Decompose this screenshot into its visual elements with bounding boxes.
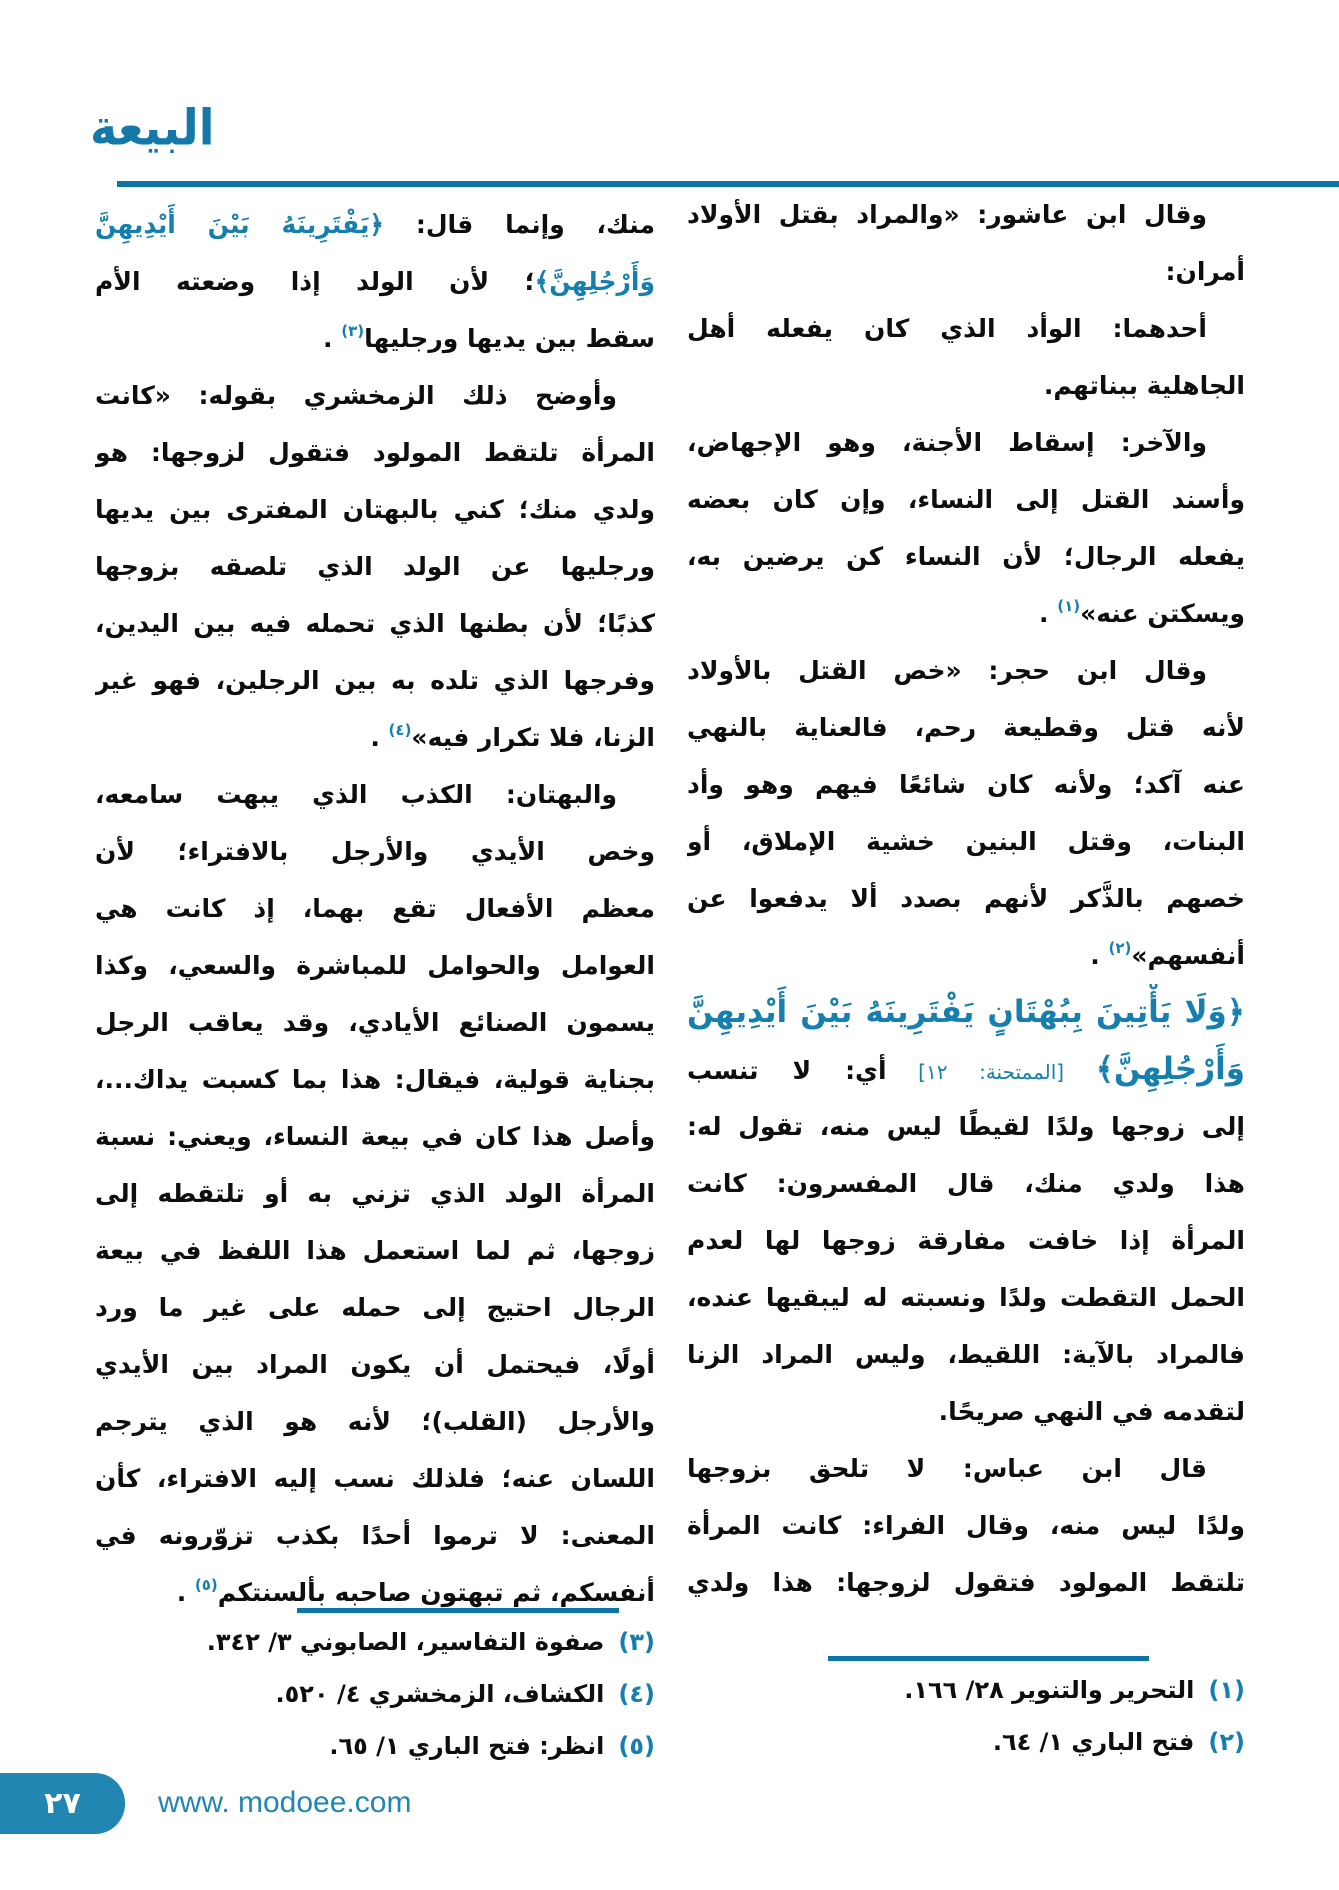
body-text: وأصل هذا كان في بيعة النساء، ويعني: نسبة: [95, 1122, 655, 1151]
body-text: وأسند القتل إلى النساء، وإن كان بعضه: [687, 485, 1245, 514]
body-text: الحمل التقطت ولدًا ونسبته له ليبقيها عنده،: [687, 1283, 1245, 1312]
quran-text: ﴿يَفْتَرِينَهُ بَيْنَ أَيْدِيهِنَّ: [95, 210, 385, 239]
text-line: [95, 994, 655, 1051]
body-text: هذا ولدي منك، قال المفسرون: كانت: [687, 1169, 1245, 1198]
body-text: .: [323, 324, 342, 353]
page-number: ٢٧: [44, 1786, 81, 1821]
body-text: بجناية قولية، فيقال: هذا بما كسبت يداك...،: [95, 1065, 655, 1094]
footnote-ref: (٣): [341, 322, 365, 340]
footnote-text: انظر: فتح الباري ١/ ٦٥.: [329, 1732, 605, 1760]
footnote: [687, 1664, 1245, 1716]
body-text: المرأة الولد الذي تزني به أو تلتقطه إلى: [95, 1179, 655, 1208]
text-line: [95, 367, 655, 424]
text-line: [95, 766, 655, 823]
body-text: زوجها، ثم لما استعمل هذا اللفظ في بيعة: [95, 1236, 655, 1265]
body-text: ورجليها عن الولد الذي تلصقه بزوجها: [95, 552, 655, 581]
footnote-number: (٢): [1208, 1728, 1245, 1756]
body-text: وأوضح ذلك الزمخشري بقوله: «كانت: [95, 381, 617, 410]
text-line: [687, 813, 1245, 870]
body-text: يفعله الرجال؛ لأن النساء كن يرضين به،: [687, 542, 1245, 571]
text-line: [687, 414, 1245, 471]
body-text: كذبًا؛ لأن بطنها الذي تحمله فيه بين اليدين،: [95, 609, 655, 638]
text-line: [687, 1155, 1245, 1212]
aya-reference: [الممتحنة: ١٢]: [886, 1060, 1096, 1084]
text-line: [687, 1554, 1245, 1611]
text-line: [95, 538, 655, 595]
footnote-number: (٣): [618, 1628, 655, 1656]
text-column-left: [95, 196, 655, 1621]
text-line: [687, 927, 1245, 984]
text-line: [95, 595, 655, 652]
text-line: [687, 1326, 1245, 1383]
text-line: [687, 1098, 1245, 1155]
text-line: [687, 585, 1245, 642]
footnote-text: صفوة التفاسير، الصابوني ٣/ ٣٤٢.: [206, 1628, 605, 1656]
footnote-ref: (١): [1057, 597, 1081, 615]
body-text: .: [370, 723, 389, 752]
footnote-text: الكشاف، الزمخشري ٤/ ٥٢٠.: [275, 1680, 605, 1708]
footnote-number: (٥): [618, 1732, 655, 1760]
text-line: [687, 1041, 1245, 1098]
body-text: والأرجل (القلب)؛ لأنه هو الذي يترجم: [95, 1407, 655, 1436]
text-line: [95, 1165, 655, 1222]
body-text: أمران:: [1165, 257, 1245, 286]
text-line: [687, 1497, 1245, 1554]
text-line: [95, 1336, 655, 1393]
text-line: [687, 984, 1245, 1041]
text-line: [687, 471, 1245, 528]
text-line: [687, 1212, 1245, 1269]
body-text: المعنى: لا ترموا أحدًا بكذب تزوّرونه في: [95, 1521, 655, 1550]
body-text: أي:: [845, 1056, 887, 1085]
text-line: [95, 1108, 655, 1165]
body-text: لا تنسب: [687, 1056, 846, 1085]
text-line: [95, 823, 655, 880]
footnote: [95, 1668, 655, 1720]
text-line: [687, 870, 1245, 927]
text-line: [95, 253, 655, 310]
body-text: اللسان عنه؛ فلذلك نسب إليه الافتراء، كأن: [95, 1464, 655, 1493]
chapter-title: البيعة: [90, 97, 215, 157]
body-text: العوامل والحوامل للمباشرة والسعي، وكذا: [95, 951, 655, 980]
text-line: [95, 1279, 655, 1336]
body-text: وقال ابن حجر: «خص القتل بالأولاد: [687, 656, 1207, 685]
footnotes-right: [687, 1664, 1245, 1768]
text-line: [95, 1450, 655, 1507]
body-text: الوأد الذي كان يفعله أهل: [687, 314, 1113, 343]
text-line: [95, 880, 655, 937]
text-line: [95, 310, 655, 367]
body-text: .: [1039, 599, 1058, 628]
page-number-tab: [0, 1773, 125, 1834]
text-line: [687, 186, 1245, 243]
text-line: [687, 756, 1245, 813]
quran-text: وَأَرْجُلِهِنَّ﴾: [1095, 1051, 1245, 1087]
body-text: .: [1090, 941, 1109, 970]
website-url: www. modoee.com: [158, 1786, 412, 1819]
footnote-text: فتح الباري ١/ ٦٤.: [992, 1728, 1195, 1756]
body-text: المرأة إذا خافت مفارقة زوجها لها لعدم: [687, 1226, 1245, 1255]
body-text: وقال ابن عاشور: «والمراد بقتل الأولاد: [687, 200, 1207, 229]
body-text: أنفسكم، ثم تبهتون صاحبه بألسنتكم: [217, 1578, 655, 1607]
footnote-number: (١): [1208, 1676, 1245, 1704]
body-text: أولًا، فيحتمل أن يكون المراد بين الأيدي: [95, 1350, 655, 1379]
quran-text: وَأَرْجُلِهِنَّ﴾: [534, 267, 655, 296]
body-text: عنه آكد؛ ولأنه كان شائعًا فيهم وهو وأد: [687, 770, 1245, 799]
body-text: أحدهما:: [1112, 314, 1207, 343]
footnote: [95, 1616, 655, 1668]
footnote-ref: (٢): [1108, 939, 1132, 957]
body-text: خصهم بالذَّكر لأنهم بصدد ألا يدفعوا عن: [687, 884, 1245, 913]
text-line: [95, 481, 655, 538]
body-text: تلتقط المولود فتقول لزوجها: هذا ولدي: [687, 1568, 1245, 1597]
body-text: سقط بين يديها ورجليها: [364, 324, 655, 353]
body-text: وفرجها الذي تلده به بين الرجلين، فهو غير: [95, 666, 655, 695]
body-text: الرجال احتيج إلى حمله على غير ما ورد: [95, 1293, 655, 1322]
body-text: ولدي منك؛ كني بالبهتان المفترى بين يديها: [95, 495, 655, 524]
body-text: إسقاط الأجنة، وهو الإجهاض،: [687, 428, 1121, 457]
text-line: [687, 357, 1245, 414]
body-text: البنات، وقتل البنين خشية الإملاق، أو: [687, 827, 1245, 856]
body-text: ؛ لأن الولد إذا وضعته الأم: [95, 267, 535, 296]
text-line: [95, 709, 655, 766]
text-line: [687, 300, 1245, 357]
text-line: [95, 1393, 655, 1450]
footnote: [95, 1720, 655, 1772]
body-text: أنفسهم»: [1131, 941, 1245, 970]
body-text: ولدًا ليس منه، وقال الفراء: كانت المرأة: [687, 1511, 1245, 1540]
body-text: الزنا، فلا تكرار فيه»: [411, 723, 655, 752]
body-text: لأنه قتل وقطيعة رحم، فالعناية بالنهي: [687, 713, 1245, 742]
text-line: [687, 1269, 1245, 1326]
footnote-text: التحرير والتنوير ٢٨/ ١٦٦.: [904, 1676, 1195, 1704]
text-line: [95, 652, 655, 709]
body-text: والبهتان: الكذب الذي يبهت سامعه،: [95, 780, 617, 809]
footnote-number: (٤): [618, 1680, 655, 1708]
text-line: [95, 1051, 655, 1108]
body-text: إلى زوجها ولدًا لقيطًا ليس منه، تقول له:: [687, 1112, 1245, 1141]
text-line: [687, 642, 1245, 699]
text-line: [95, 424, 655, 481]
text-line: [95, 937, 655, 994]
body-text: الجاهلية ببناتهم.: [1043, 371, 1245, 400]
body-text: يسمون الصنائع الأيادي، وقد يعاقب الرجل: [95, 1008, 655, 1037]
body-text: فالمراد بالآية: اللقيط، وليس المراد الزنا: [687, 1340, 1245, 1369]
body-text: قال ابن عباس: لا تلحق بزوجها: [687, 1454, 1207, 1483]
quran-text: ﴿وَلَا يَأْتِينَ بِبُهْتَانٍ يَفْتَرِينَهُ بَيْنَ أَيْدِيهِنَّ: [687, 994, 1245, 1030]
body-text: المرأة تلتقط المولود فتقول لزوجها: هو: [95, 438, 655, 467]
body-text: .: [176, 1578, 195, 1607]
text-line: [687, 699, 1245, 756]
body-text: ويسكتن عنه»: [1080, 599, 1245, 628]
text-line: [687, 243, 1245, 300]
footnotes-left: [95, 1616, 655, 1772]
text-line: [687, 1383, 1245, 1440]
text-line: [95, 196, 655, 253]
body-text: والآخر:: [1120, 428, 1207, 457]
text-line: [687, 528, 1245, 585]
footnote-ref: (٥): [194, 1576, 218, 1594]
body-text: معظم الأفعال تقع بهما، إذ كانت هي: [95, 894, 655, 923]
text-line: [95, 1222, 655, 1279]
footnote-separator-right: [828, 1656, 1149, 1661]
footnote: [687, 1716, 1245, 1768]
footnote-separator-left: [297, 1608, 619, 1613]
body-text: لتقدمه في النهي صريحًا.: [938, 1397, 1245, 1426]
body-text: منك، وإنما قال:: [384, 210, 655, 239]
text-line: [95, 1507, 655, 1564]
footnote-ref: (٤): [388, 721, 412, 739]
text-line: [687, 1440, 1245, 1497]
text-column-right: [687, 186, 1245, 1611]
body-text: وخص الأيدي والأرجل بالافتراء؛ لأن: [95, 837, 655, 866]
